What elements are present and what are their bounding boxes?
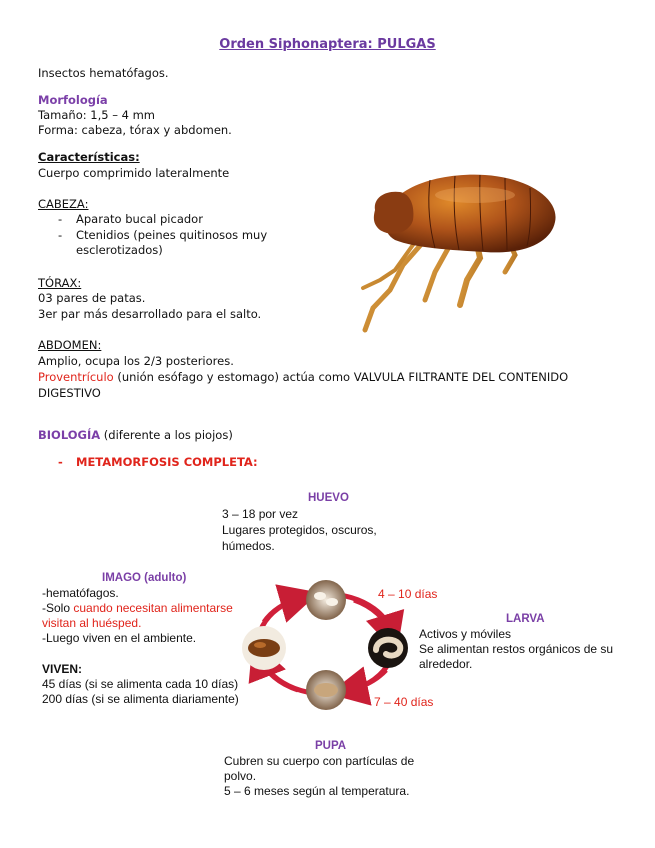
abdomen-proventriculo-line xyxy=(38,370,568,386)
larva-line: alrededor. xyxy=(419,657,473,671)
torax-heading: TÓRAX: xyxy=(38,276,82,290)
metamorfosis-label: METAMORFOSIS COMPLETA: xyxy=(76,455,258,469)
abdomen-heading: ABDOMEN: xyxy=(38,338,102,352)
viven-heading: VIVEN: xyxy=(42,662,83,676)
torax-line: 03 pares de patas. xyxy=(38,291,146,305)
cabeza-heading: CABEZA: xyxy=(38,197,89,211)
biologia-heading: BIOLOGÍA xyxy=(38,428,101,442)
adult-stage-image xyxy=(242,626,286,670)
duration-egg-larva: 4 – 10 días xyxy=(378,587,438,601)
intro-text: Insectos hematófagos. xyxy=(38,66,169,80)
imago-heading: IMAGO (adulto) xyxy=(102,572,187,584)
pupa-line: Cubren su cuerpo con partículas de xyxy=(224,754,415,768)
imago-line xyxy=(42,600,233,616)
flea-illustration xyxy=(355,160,570,340)
huevo-heading: HUEVO xyxy=(308,492,349,504)
page-title: Orden Siphonaptera: PULGAS xyxy=(219,37,436,52)
larva-line: Activos y móviles xyxy=(419,627,512,641)
cabeza-item: - Aparato bucal picador xyxy=(38,212,298,228)
pupa-line: 5 – 6 meses según al temperatura. xyxy=(224,784,410,798)
imago-line: visitan al huésped. xyxy=(42,616,142,630)
viven-line: 200 días (si se alimenta diariamente) xyxy=(42,692,239,706)
torax-line: 3er par más desarrollado para el salto. xyxy=(38,307,262,321)
larva-heading: LARVA xyxy=(506,613,545,625)
larva-line: Se alimentan restos orgánicos de su xyxy=(419,642,614,656)
larva-stage-image xyxy=(368,628,408,668)
proventriculo-description: (unión esófago y estomago) actúa como VALVULA FILTRANTE DEL CONTENIDO xyxy=(113,370,569,384)
abdomen-line: Amplio, ocupa los 2/3 posteriores. xyxy=(38,354,234,368)
imago-highlight: cuando necesitan alimentarse xyxy=(73,601,233,615)
metamorfosis-bullet: - METAMORFOSIS COMPLETA: xyxy=(58,455,258,469)
imago-line: -Luego viven en el ambiente. xyxy=(42,631,197,645)
duration-larva-pupa: 7 – 40 días xyxy=(374,695,434,709)
proventriculo-term: Proventrículo xyxy=(38,370,114,384)
cabeza-item: - Ctenidios (peines quitinosos muy esclerotizados) xyxy=(38,228,298,259)
huevo-line: Lugares protegidos, oscuros, xyxy=(222,523,377,537)
pupa-stage-image xyxy=(306,670,346,710)
pupa-line: polvo. xyxy=(224,769,257,783)
cabeza-list xyxy=(38,212,298,259)
life-cycle-ring xyxy=(236,578,416,710)
morfologia-form: Forma: cabeza, tórax y abdomen. xyxy=(38,123,232,137)
huevo-line: 3 – 18 por vez xyxy=(222,507,299,521)
biologia-note: (diferente a los piojos) xyxy=(100,428,233,442)
huevo-line: húmedos. xyxy=(222,539,275,553)
imago-text: -Solo xyxy=(42,601,74,615)
caracteristicas-heading: Características: xyxy=(38,150,140,164)
morfologia-size: Tamaño: 1,5 – 4 mm xyxy=(38,108,155,122)
caracteristicas-line: Cuerpo comprimido lateralmente xyxy=(38,166,230,180)
abdomen-line: DIGESTIVO xyxy=(38,386,101,400)
pupa-heading: PUPA xyxy=(315,740,347,752)
biologia-line xyxy=(38,428,233,444)
viven-line: 45 días (si se alimenta cada 10 días) xyxy=(42,677,239,691)
morfologia-heading: Morfología xyxy=(38,93,108,107)
egg-stage-image xyxy=(306,580,346,620)
imago-line: -hematófagos. xyxy=(42,586,119,600)
